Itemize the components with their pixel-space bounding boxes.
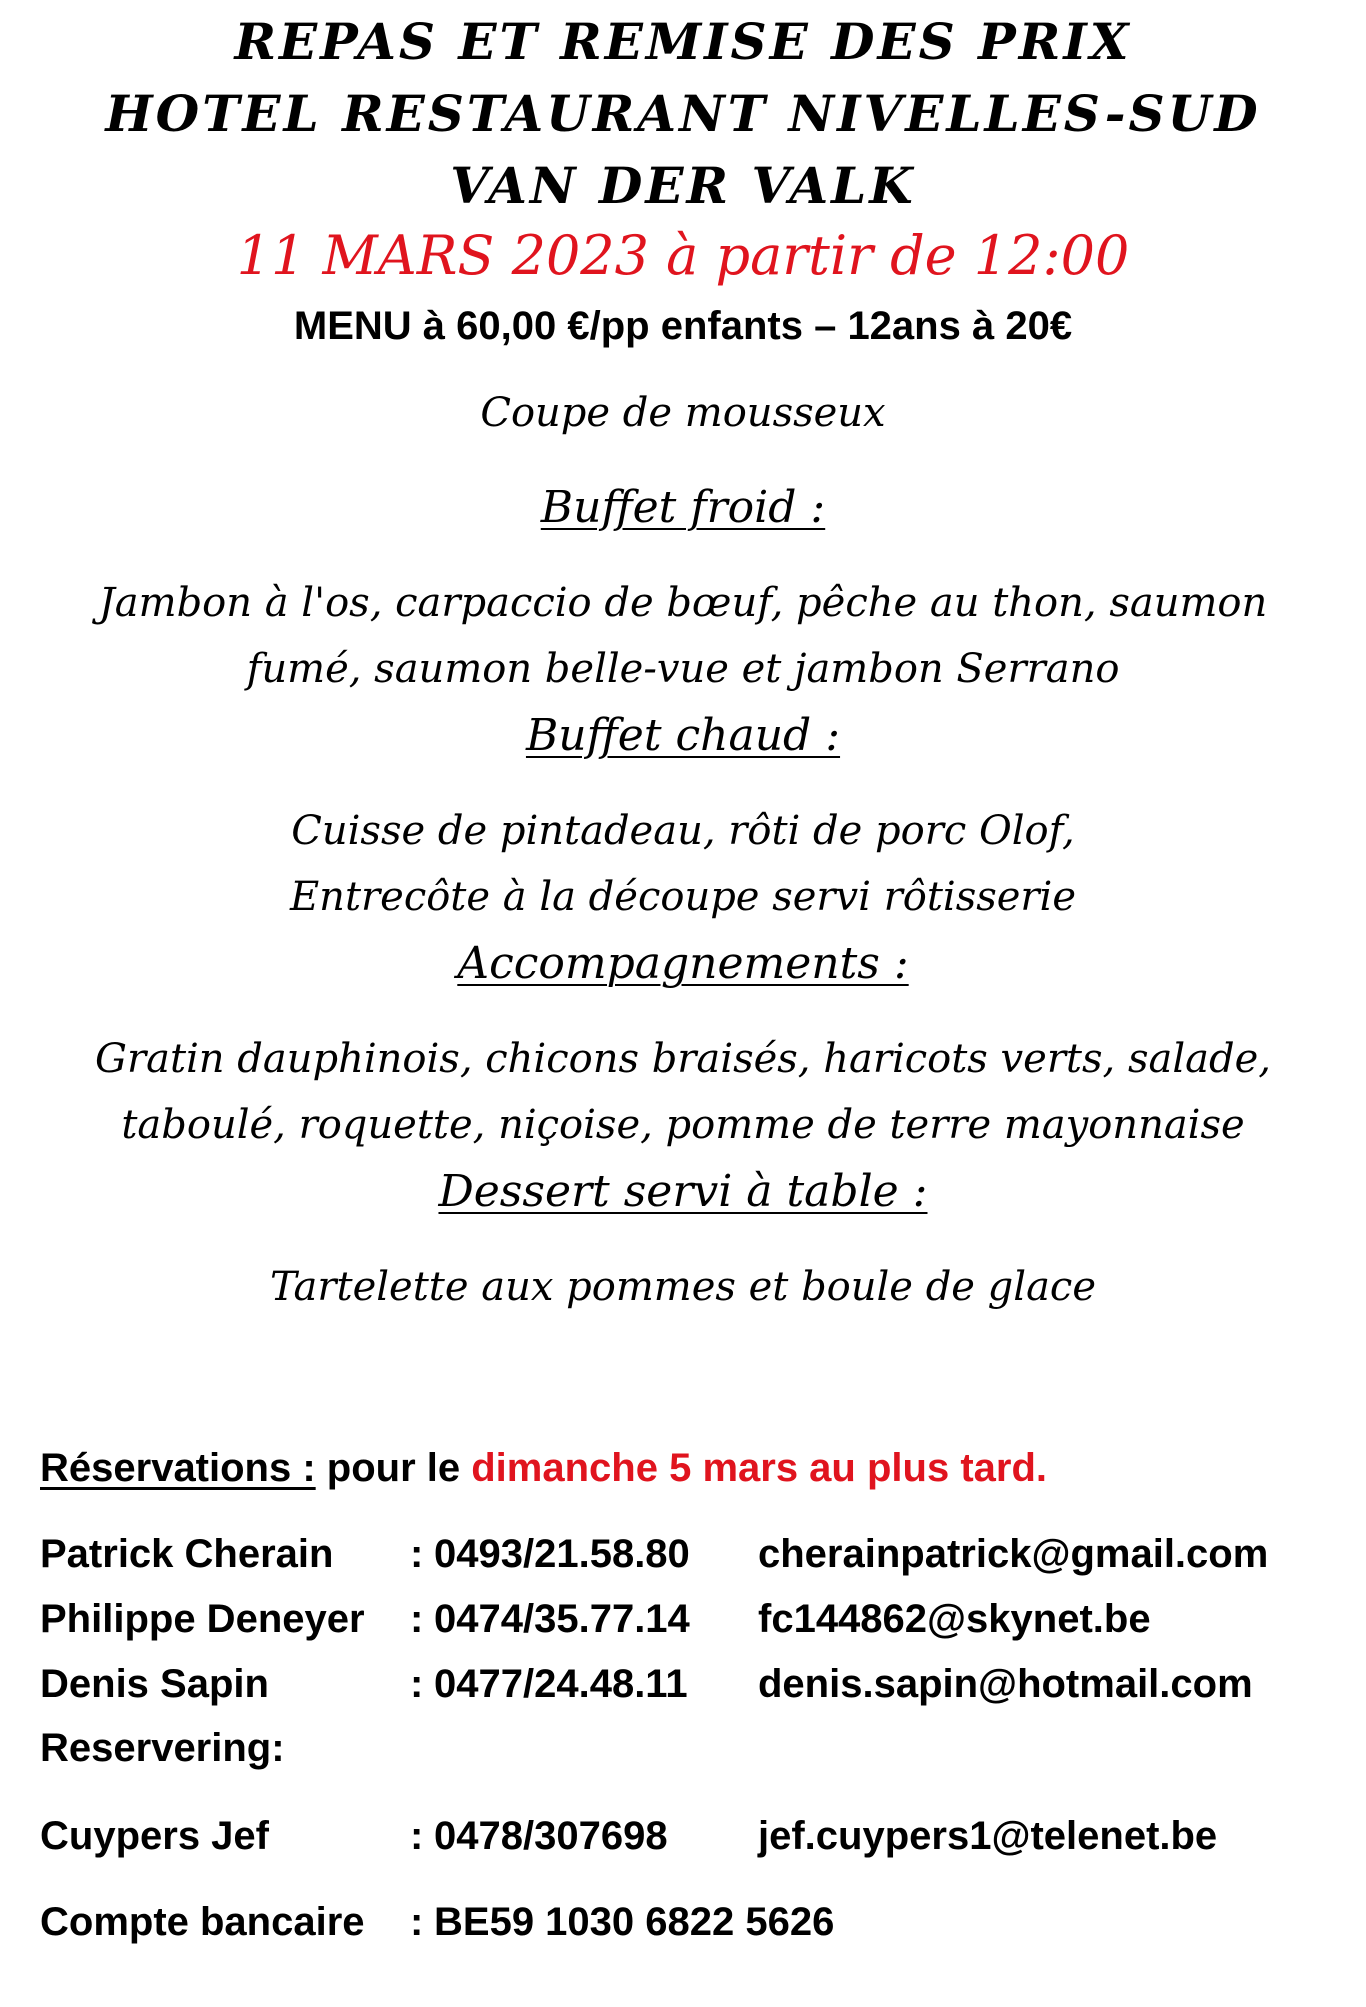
contact-email: jef.cuypers1@telenet.be bbox=[758, 1814, 1218, 1858]
contact-colon: : bbox=[410, 1814, 424, 1858]
contact-colon: : bbox=[410, 1532, 424, 1576]
title-line-2: HOTEL RESTAURANT NIVELLES-SUD bbox=[105, 84, 1261, 143]
contact-name: Patrick Cherain bbox=[40, 1532, 334, 1576]
bank-colon: : bbox=[410, 1900, 424, 1944]
contact-email: cherainpatrick@gmail.com bbox=[758, 1532, 1269, 1576]
reservations-deadline: dimanche 5 mars au plus tard. bbox=[471, 1446, 1047, 1490]
section-heading-buffet-froid: Buffet froid : bbox=[540, 482, 826, 533]
bank-account: BE59 1030 6822 5626 bbox=[434, 1900, 835, 1944]
title-line-3: VAN DER VALK bbox=[450, 156, 916, 215]
dessert-line-1: Tartelette aux pommes et boule de glace bbox=[269, 1264, 1097, 1310]
title-line-1: REPAS ET REMISE DES PRIX bbox=[234, 12, 1132, 71]
reservations-line bbox=[40, 1446, 1047, 1491]
buffet-chaud-line-1: Cuisse de pintadeau, rôti de porc Olof, bbox=[291, 808, 1075, 854]
contact-email: denis.sapin@hotmail.com bbox=[758, 1662, 1253, 1706]
contact-phone: 0477/24.48.11 bbox=[434, 1662, 688, 1706]
accompagnements-line-1: Gratin dauphinois, chicons braisés, haricots verts, salade, bbox=[95, 1036, 1271, 1082]
section-heading-accompagnements: Accompagnements : bbox=[457, 938, 909, 989]
reservations-label: Réservations : bbox=[40, 1446, 316, 1490]
menu-price: MENU à 60,00 €/pp enfants – 12ans à 20€ bbox=[293, 304, 1073, 348]
section-heading-dessert: Dessert servi à table : bbox=[438, 1166, 928, 1217]
accompagnements-line-2: taboulé, roquette, niçoise, pomme de terre mayonnaise bbox=[121, 1102, 1245, 1148]
contact-name: Denis Sapin bbox=[40, 1662, 269, 1706]
section-heading-buffet-chaud: Buffet chaud : bbox=[525, 710, 841, 761]
contact-name: Philippe Deneyer bbox=[40, 1597, 365, 1641]
buffet-chaud-line-2: Entrecôte à la découpe servi rôtisserie bbox=[289, 874, 1076, 920]
aperitif: Coupe de mousseux bbox=[480, 390, 886, 436]
reservering-label: Reservering: bbox=[40, 1726, 285, 1770]
event-date: 11 MARS 2023 à partir de 12:00 bbox=[236, 224, 1130, 287]
contact-phone: 0474/35.77.14 bbox=[434, 1597, 690, 1641]
contact-phone: 0478/307698 bbox=[434, 1814, 668, 1858]
bank-label: Compte bancaire bbox=[40, 1900, 365, 1944]
reservations-text: pour le bbox=[315, 1446, 472, 1490]
contact-name: Cuypers Jef bbox=[40, 1814, 269, 1858]
buffet-froid-line-1: Jambon à l'os, carpaccio de bœuf, pêche au thon, saumon bbox=[98, 580, 1268, 626]
contact-phone: 0493/21.58.80 bbox=[434, 1532, 690, 1576]
contact-email: fc144862@skynet.be bbox=[758, 1597, 1151, 1641]
buffet-froid-line-2: fumé, saumon belle-vue et jambon Serrano bbox=[246, 646, 1120, 692]
contact-colon: : bbox=[410, 1597, 424, 1641]
contact-colon: : bbox=[410, 1662, 424, 1706]
